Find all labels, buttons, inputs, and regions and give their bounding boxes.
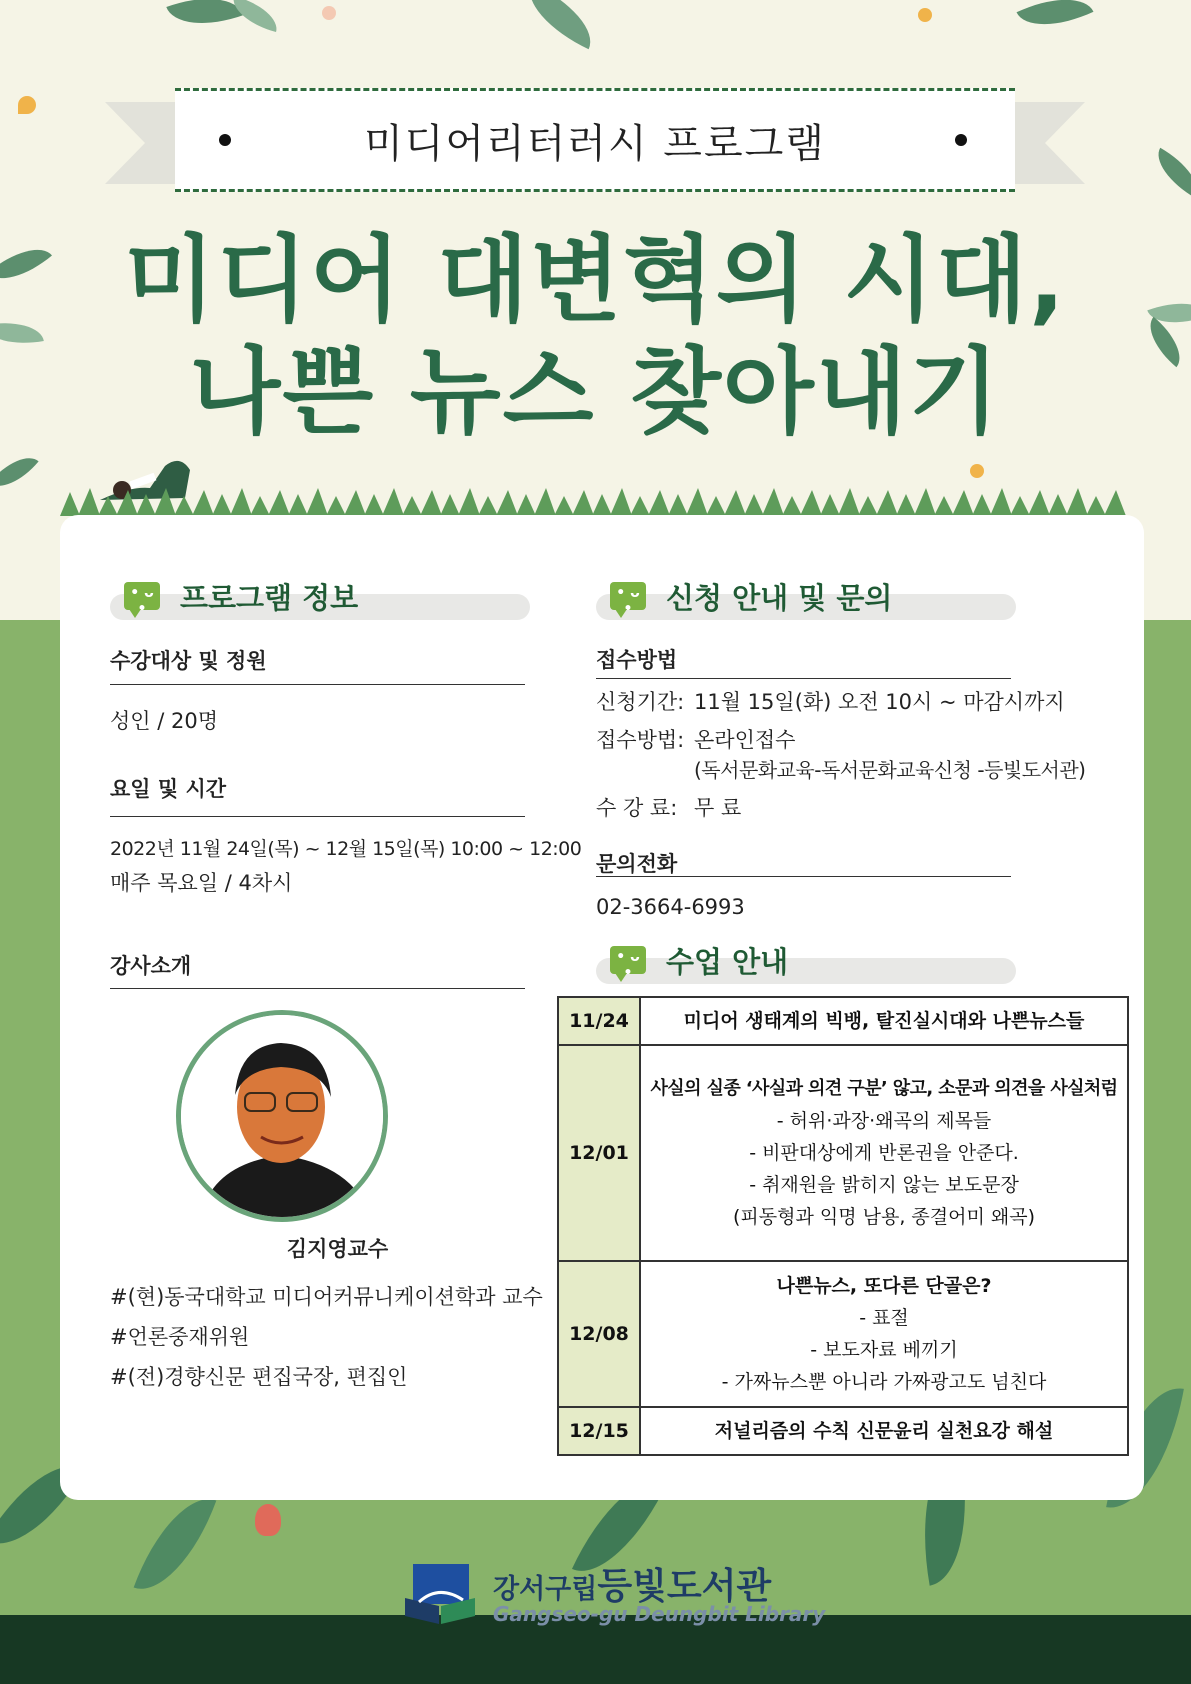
period-key: 신청기간:	[596, 690, 685, 714]
table-row	[558, 1261, 1128, 1407]
contact-label: 문의전화	[596, 852, 678, 876]
session-date: 12/01	[558, 1045, 640, 1261]
lecturer-portrait-illustration	[181, 1015, 383, 1217]
phone-number: 02-3664-6993	[596, 895, 745, 919]
session-content	[640, 997, 1128, 1045]
banner-box	[175, 88, 1015, 192]
section-header-program-info	[110, 581, 530, 617]
main-title-line1: 미디어 대변혁의 시대,	[124, 226, 1067, 335]
session-content	[640, 1407, 1128, 1455]
session-item: - 취재원을 밝히지 않는 보도문장	[749, 1174, 1019, 1196]
schedule-label: 요일 및 시간	[110, 777, 227, 801]
lecturer-label: 강사소개	[110, 954, 192, 978]
speech-bubble-icon: • ᴗ •	[610, 582, 646, 610]
session-title: 사실의 실종 ‘사실과 의견 구분’ 않고, 소문과 의견을 사실처럼	[650, 1078, 1118, 1099]
schedule-frequency: 매주 목요일 / 4차시	[110, 871, 293, 895]
banner-text: 미디어리터러시 프로그램	[364, 120, 826, 167]
flower-icon	[970, 464, 984, 478]
method-detail: (독서문화교육-독서문화교육신청 -등빛도서관)	[694, 758, 1086, 782]
session-date: 12/15	[558, 1407, 640, 1455]
method-label: 접수방법	[596, 648, 678, 672]
target-value: 성인 / 20명	[110, 709, 219, 733]
library-name-english: Gangseo-gu Deungbit Library	[493, 1602, 826, 1626]
session-title: 나쁜뉴스, 또다른 단골은?	[776, 1275, 992, 1297]
session-content	[640, 1045, 1128, 1261]
period-value: 11월 15일(화) 오전 10시 ~ 마감시까지	[694, 690, 1065, 714]
bullet-icon	[955, 134, 967, 146]
bullet-icon	[219, 134, 231, 146]
session-item: - 가짜뉴스뿐 아니라 가짜광고도 넘친다	[721, 1371, 1047, 1393]
method-value: 온라인접수	[694, 728, 796, 752]
main-title	[0, 225, 1191, 449]
class-schedule-table	[557, 996, 1129, 1456]
schedule-dates: 2022년 11월 24일(목) ~ 12월 15일(목) 10:00 ~ 12:00	[110, 838, 582, 860]
section-title: 신청 안내 및 문의	[666, 581, 893, 615]
lecturer-bio-line: #언론중재위원	[110, 1325, 250, 1349]
library-name: 등빛도서관	[597, 1566, 772, 1607]
session-date: 11/24	[558, 997, 640, 1045]
fee-value: 무 료	[694, 796, 742, 820]
session-item: - 비판대상에게 반론권을 안준다.	[749, 1142, 1019, 1164]
flower-icon	[18, 96, 36, 114]
library-book-icon	[405, 1564, 475, 1624]
speech-bubble-icon: • ᴗ •	[124, 582, 160, 610]
session-item: - 허위·과장·왜곡의 제목들	[776, 1110, 992, 1132]
section-header-bar	[596, 958, 1016, 984]
library-prefix: 강서구립	[493, 1574, 598, 1605]
tulip-icon	[255, 1504, 281, 1536]
section-title: 프로그램 정보	[180, 581, 359, 615]
flower-icon	[322, 6, 336, 20]
main-title-line2: 나쁜 뉴스 찾아내기	[189, 338, 1002, 447]
divider	[110, 988, 525, 989]
library-logo	[405, 1558, 825, 1630]
lecturer-bio-line: #(현)동국대학교 미디어커뮤니케이션학과 교수	[110, 1285, 543, 1309]
section-title: 수업 안내	[666, 945, 789, 979]
table-row	[558, 1045, 1128, 1261]
lecturer-photo	[176, 1010, 388, 1222]
divider	[110, 816, 525, 817]
program-banner	[105, 88, 1085, 203]
session-item: (피동형과 익명 남용, 종결어미 왜곡)	[733, 1206, 1035, 1228]
divider	[596, 876, 1011, 877]
section-header-class-info	[596, 945, 1016, 981]
method-key: 접수방법:	[596, 728, 685, 752]
lecturer-name: 김지영교수	[286, 1237, 389, 1261]
divider	[110, 684, 525, 685]
session-item: - 보도자료 베끼기	[810, 1339, 958, 1361]
session-date: 12/08	[558, 1261, 640, 1407]
fee-key: 수 강 료:	[596, 796, 678, 820]
lecturer-bio-line: #(전)경향신문 편집국장, 편집인	[110, 1365, 408, 1389]
target-label: 수강대상 및 정원	[110, 649, 267, 673]
grass-strip	[60, 488, 1130, 516]
table-row	[558, 997, 1128, 1045]
flower-icon	[918, 8, 932, 22]
session-item: - 표절	[859, 1307, 909, 1329]
session-title: 미디어 생태계의 빅뱅, 탈진실시대와 나쁜뉴스들	[683, 1010, 1085, 1032]
session-content	[640, 1261, 1128, 1407]
session-title: 저널리즘의 수칙 신문윤리 실천요강 해설	[714, 1420, 1054, 1442]
section-header-apply-info	[596, 581, 1016, 617]
speech-bubble-icon: • ᴗ •	[610, 946, 646, 974]
divider	[596, 678, 1011, 679]
table-row	[558, 1407, 1128, 1455]
